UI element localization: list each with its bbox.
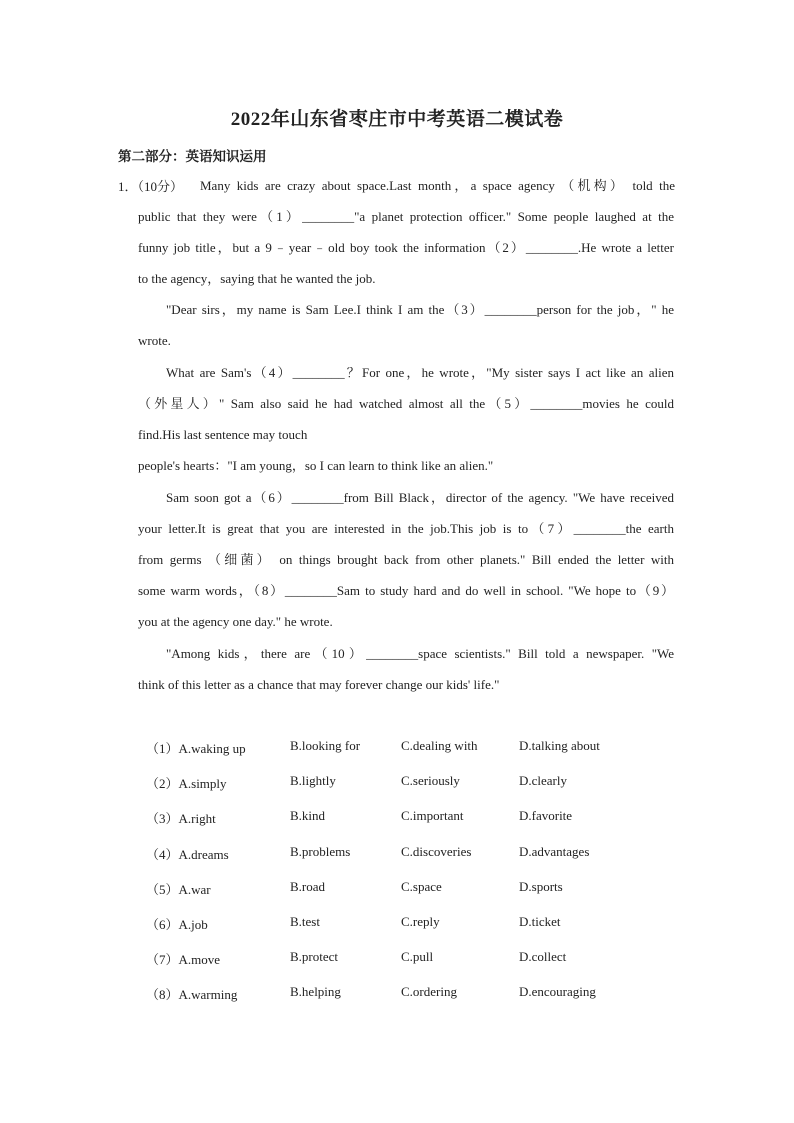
passage-line: wrote. xyxy=(138,333,171,348)
option-row xyxy=(146,914,706,949)
question-number: 1．（10分） xyxy=(118,179,184,194)
option-d: D.advantages xyxy=(519,843,590,859)
option-a: （8）A.warming xyxy=(146,987,238,1003)
option-row xyxy=(146,844,706,879)
section-heading: 第二部分：英语知识运用 xyxy=(118,149,267,164)
passage-line: "Among kids，there are（10）________space scientists." Bill told a newspaper. "We xyxy=(166,646,674,661)
option-a: （6）A.job xyxy=(146,916,208,932)
option-row xyxy=(146,738,706,773)
passage-line: people's hearts："I am young，so I can learn to think like an alien." xyxy=(138,458,494,473)
passage-line: Many kids are crazy about space.Last month，a space agency （机构） told the xyxy=(200,178,675,193)
option-d: D.clearly xyxy=(519,773,568,789)
passage-line: your letter.It is great that you are interested in the job.This job is to（7）________the earth xyxy=(138,521,674,536)
passage-line: you at the agency one day." he wrote. xyxy=(138,614,333,629)
passage-line: funny job title，but a 9﹣year﹣old boy took the information（2）________.He wrote a letter xyxy=(138,240,674,255)
passage-line: public that they were（1）________"a planet protection officer." Some people laughed at the xyxy=(138,209,674,224)
option-b: B.road xyxy=(290,878,326,894)
option-b: B.lightly xyxy=(290,773,336,789)
page-title: 2022年山东省枣庄市中考英语二模试卷 xyxy=(230,109,564,130)
option-b: B.test xyxy=(290,913,320,929)
option-a: （3）A.right xyxy=(146,811,216,827)
passage-line: （外星人）" Sam also said he had watched almost all the（5）________movies he could xyxy=(138,396,674,411)
option-c: C.space xyxy=(401,878,442,894)
option-row xyxy=(146,984,706,1019)
option-a: （7）A.move xyxy=(146,952,221,968)
option-row xyxy=(146,773,706,808)
passage-line: from germs （细菌） on things brought back from other planets." Bill ended the letter with xyxy=(138,552,674,567)
option-c: C.pull xyxy=(401,949,434,965)
answer-options xyxy=(146,738,706,1020)
option-b: B.helping xyxy=(290,984,341,1000)
passage-line: "Dear sirs，my name is Sam Lee.I think I am the（3）________person for the job，" he xyxy=(166,302,674,317)
option-row xyxy=(146,949,706,984)
option-b: B.looking for xyxy=(290,738,361,753)
passage-line: to the agency，saying that he wanted the job. xyxy=(138,271,376,286)
option-row xyxy=(146,808,706,843)
option-d: D.sports xyxy=(519,878,563,894)
option-d: D.collect xyxy=(519,949,567,965)
option-row xyxy=(146,879,706,914)
option-a: （5）A.war xyxy=(146,881,211,897)
option-c: C.important xyxy=(401,808,464,824)
passage-line: some warm words，（8）________Sam to study hard and do well in school. "We hope to（9） xyxy=(138,583,674,598)
passage-line: Sam soon got a（6）________from Bill Black，director of the agency. "We have received xyxy=(166,490,674,505)
option-d: D.ticket xyxy=(519,913,561,929)
passage-line: What are Sam's（4）________？For one，he wrote，"My sister says I act like an alien xyxy=(166,365,674,380)
option-c: C.seriously xyxy=(401,773,460,789)
option-b: B.problems xyxy=(290,843,351,859)
passage-line: find.His last sentence may touch xyxy=(138,427,308,442)
passage-line: think of this letter as a chance that may forever change our kids' life." xyxy=(138,677,500,692)
option-c: C.ordering xyxy=(401,984,457,1000)
option-d: D.favorite xyxy=(519,808,573,824)
option-a: （2）A.simply xyxy=(146,776,227,792)
option-d: D.encouraging xyxy=(519,984,596,1000)
option-c: C.reply xyxy=(401,913,440,929)
option-b: B.protect xyxy=(290,949,339,965)
option-a: （1）A.waking up xyxy=(146,741,246,756)
option-d: D.talking about xyxy=(519,738,600,753)
option-c: C.dealing with xyxy=(401,738,478,753)
option-a: （4）A.dreams xyxy=(146,846,229,862)
option-c: C.discoveries xyxy=(401,843,472,859)
option-b: B.kind xyxy=(290,808,326,824)
